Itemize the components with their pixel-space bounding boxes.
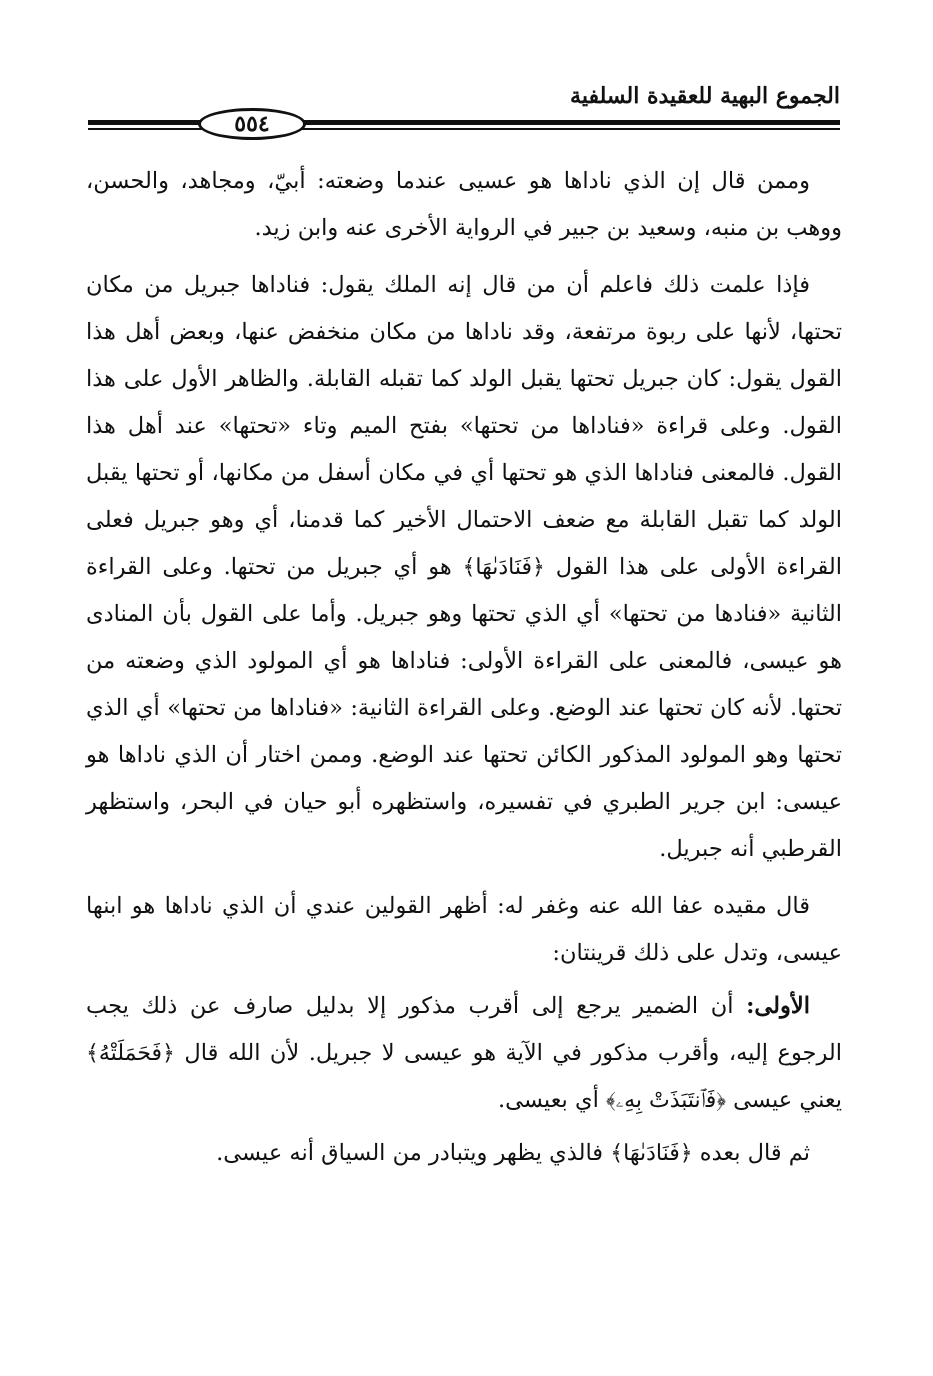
page-header [88, 72, 840, 137]
paragraph-4-lead: الأولى: [746, 993, 810, 1019]
paragraph-5 [86, 1130, 842, 1177]
paragraph-2-text-a: فإذا علمت ذلك فاعلم أن من قال إنه الملك يقول: فناداها جبريل من مكان تحتها، لأنها على ربوة مرتفعة، وقد ناداها من مكان منخفض عنها، وبعض أهل هذا القول يقول: كان جبريل تحتها يقبل الولد كما تقبله القابلة. والظاهر الأول على هذا القول. وعلى قراءة «فناداها من تحتها» بفتح الميم وتاء «تحتها» عند أهل هذا القول. فالمعنى فناداها الذي هو تحتها أي في مكان أسفل من مكانها، أو تحتها يقبل الولد كما تقبل القابلة مع ضعف الاحتمال الأخير كما قدمنا، أي وهو جبريل فعلى القراءة الأولى على هذا القول [86, 272, 843, 580]
quran-verse: ﴿فَنَادَىٰهَا﴾ [462, 555, 545, 580]
paragraph-5-text-a: ثم قال بعده [699, 1140, 810, 1166]
paragraph-2-text-b: هو أي جبريل من تحتها. وعلى القراءة الثانية «فنادها من تحتها» أي الذي تحتها وهو جبريل. وأما على القول بأن المنادى هو عيسى، فالمعنى على القراءة الأولى: فناداها هو أي المولود الذي وضعته من تحتها. لأنه كان تحتها عند الوضع. وعلى القراءة الثانية: «فناداها من تحتها» أي الذي تحتها وهو المولود المذكور الكائن تحتها عند الوضع. وممن اختار أن الذي ناداها هو عيسى: ابن جرير الطبري في تفسيره، واستظهره أبو حيان في البحر، واستظهر القرطبي أنه جبريل. [86, 554, 843, 862]
paragraph-4 [86, 983, 842, 1124]
book-title: الجموع البهية للعقيدة السلفية [570, 83, 840, 109]
paragraph-4-text-c: أي بعيسى. [497, 1087, 599, 1113]
paragraph-4-text-a: أن الضمير يرجع إلى أقرب مذكور إلا بدليل صارف عن ذلك يجب الرجوع إليه، وأقرب مذكور في الآية هو عيسى لا جبريل. لأن الله قال [86, 993, 842, 1066]
quran-verse: ﴿فَٱنتَبَذَتْ بِهِۦ﴾ [606, 1088, 726, 1113]
paragraph-1: وممن قال إن الذي ناداها هو عسيى عندما وضعته: أبيّ، ومجاهد، والحسن، ووهب بن منبه، وسعيد بن جبير في الرواية الأخرى عنه وابن زيد. [86, 168, 842, 241]
quran-verse: ﴿فَنَادَىٰهَا﴾ [610, 1141, 693, 1166]
paragraph-5-text-b: فالذي يظهر ويتبادر من السياق أنه عيسى. [216, 1140, 604, 1166]
quran-verse: ﴿فَحَمَلَتْهُ﴾ [86, 1041, 175, 1066]
paragraph-4-text-b: يعني عيسى [733, 1087, 842, 1113]
paragraph-2 [86, 262, 842, 873]
paragraph-3: قال مقيده عفا الله عنه وغفر له: أظهر القولين عندي أن الذي ناداها هو ابنها عيسى، وتدل على ذلك قرينتان: [86, 893, 842, 966]
page-number: ٥٥٤ [198, 108, 306, 140]
page-body [86, 158, 842, 1187]
